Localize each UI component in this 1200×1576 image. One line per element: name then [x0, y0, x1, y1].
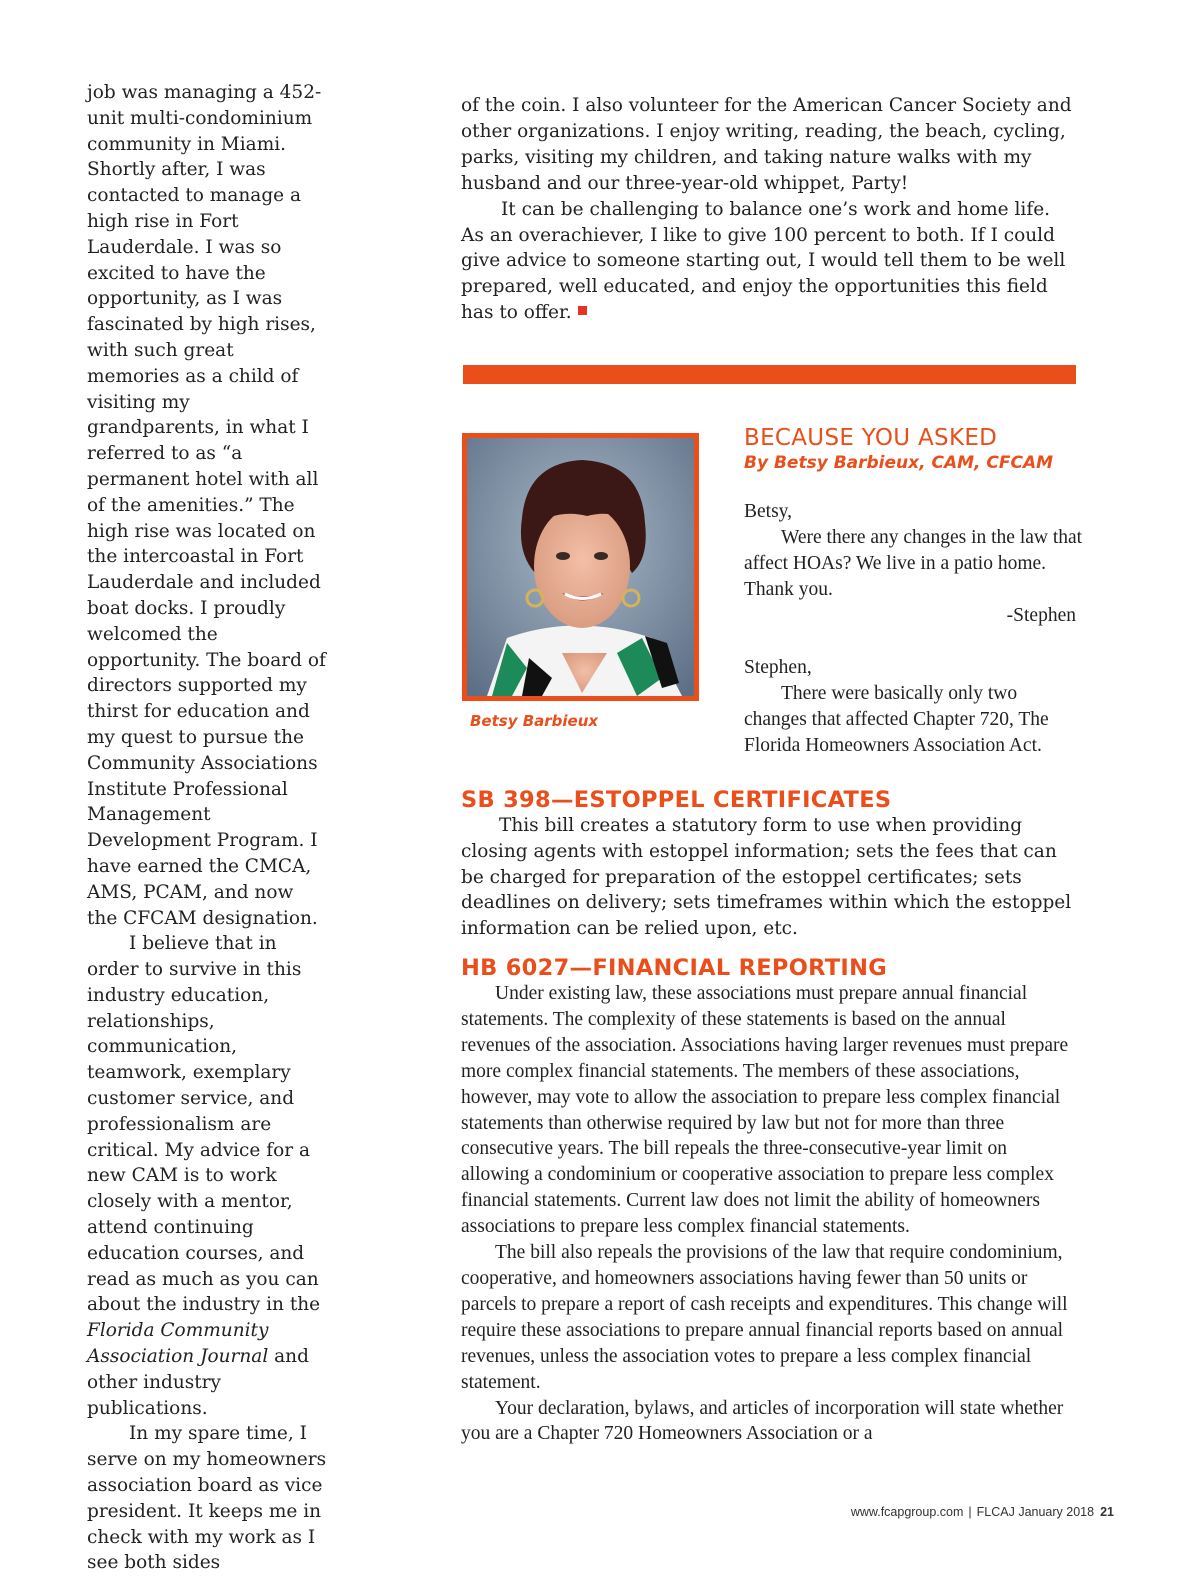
question-signature: -Stephen [1006, 605, 1076, 626]
continuation-paragraph-2 [461, 197, 1076, 327]
author-portrait-image [467, 438, 694, 696]
sb398-paragraph: This bill creates a statutory form to use when providing closing agents with estoppel information; sets the fees that can be charged for preparation of the estoppel certificates; sets deadlines on delivery; sets timeframes within which the estoppel information can be relied upon, etc. [461, 815, 1072, 940]
footer-issue: January 2018 [1018, 1505, 1095, 1519]
page-footer [851, 1505, 1114, 1519]
question-salutation: Betsy, [744, 501, 793, 522]
section-divider-bar [463, 365, 1076, 384]
column-title: BECAUSE YOU ASKED [744, 425, 998, 451]
page-number: 21 [1100, 1505, 1114, 1519]
section-estoppel-certificates [461, 787, 1076, 942]
photo-caption: Betsy Barbieux [470, 712, 599, 730]
left-column-article [87, 80, 327, 1576]
left-paragraph-2 [87, 931, 327, 1421]
section-body-sb398 [461, 813, 1076, 942]
left-paragraph-2-end: and other industry publications. [87, 1346, 309, 1419]
because-you-asked-column [744, 425, 1084, 759]
left-paragraph-2-start: I believe that in order to survive in this industry education, relationships, communication, teamwork, exemplary customer service, and professionalism are critical. My advice for a new CAM is to work closely with a mentor, attend continuing education courses, and read as much as you can about the industry in the [87, 933, 321, 1316]
question-answer-body [744, 499, 1084, 759]
continuation-paragraph-2-text: It can be challenging to balance one’s work and home life. As an overachiever, I like to give 100 percent to both. If I could give advice to someone starting out, I would tell them to be well prepared, well educated, and enjoy the opportunities this field has to offer. [461, 198, 1066, 324]
answer-salutation: Stephen, [744, 657, 812, 678]
footer-publication: FLCAJ [976, 1505, 1015, 1519]
answer-text: There were basically only two changes that affected Chapter 720, The Florida Homeowners Association Act. [744, 683, 1049, 756]
hb6027-paragraph-3: Your declaration, bylaws, and articles of incorporation will state whether you are a Chapter 720 Homeowners Association or a [461, 1397, 1064, 1445]
left-paragraph-3: In my spare time, I serve on my homeowners association board as vice president. It keeps me in check with my work as I see both sides [87, 1423, 327, 1574]
author-photo-frame [462, 433, 699, 701]
section-financial-reporting [461, 955, 1076, 1447]
journal-title: Florida Community Association Journal [87, 1320, 269, 1368]
section-heading-hb6027: HB 6027—FINANCIAL REPORTING [461, 955, 887, 981]
hb6027-paragraph-2: The bill also repeals the provisions of the law that require condominium, cooperative, and homeowners associations having fewer than 50 units or parcels to prepare a report of cash receipts and expenditures. This change will require these associations to prepare annual financial reports based on annual revenues, unless the association votes to prepare a less complex financial statement. [461, 1242, 1068, 1393]
article-continuation [461, 93, 1076, 326]
footer-website: www.fcapgroup.com [850, 1505, 964, 1519]
section-heading-sb398: SB 398—ESTOPPEL CERTIFICATES [461, 787, 892, 813]
hb6027-paragraph-1: Under existing law, these associations must prepare annual financial statements. The complexity of these statements is based on the annual revenues of the association. Associations having larger revenues must prepare more complex financial statements. The members of these associations, however, may vote to allow the association to prepare less complex financial statements than otherwise required by law but not for more than three consecutive years. The bill repeals the three-consecutive-year limit on allowing a condominium or cooperative association to prepare less complex financial statements. Current law does not limit the ability of homeowners associations to prepare less complex financial statements. [461, 983, 1069, 1238]
spacer [744, 629, 1084, 655]
continuation-paragraph-1: of the coin. I also volunteer for the American Cancer Society and other organizations. I enjoy writing, reading, the beach, cycling, parks, visiting my children, and taking nature walks with my husband and our three-year-old whippet, Party! [461, 95, 1072, 194]
question-text: Were there any changes in the law that affect HOAs? We live in a patio home. Thank you. [744, 527, 1083, 600]
left-paragraph-1: job was managing a 452-unit multi-condominium community in Miami. Shortly after, I was contacted to manage a high rise in Fort Lauderdale. I was so excited to have the opportunity, as I was fascinated by high rises, with such great memories as a child of visiting my grandparents, in what I referred to as “a permanent hotel with all of the amenities.” The high rise was located on the intercoastal in Fort Lauderdale and included boat docks. I proudly welcomed the opportunity. The board of directors supported my thirst for education and my quest to pursue the Community Associations Institute Professional Management Development Program. I have earned the CMCA, AMS, PCAM, and now the CFCAM designation. [87, 82, 326, 929]
end-of-article-mark [578, 306, 587, 315]
footer-separator: | [968, 1505, 972, 1519]
section-body-hb6027 [461, 981, 1076, 1447]
column-byline: By Betsy Barbieux, CAM, CFCAM [744, 453, 1054, 473]
